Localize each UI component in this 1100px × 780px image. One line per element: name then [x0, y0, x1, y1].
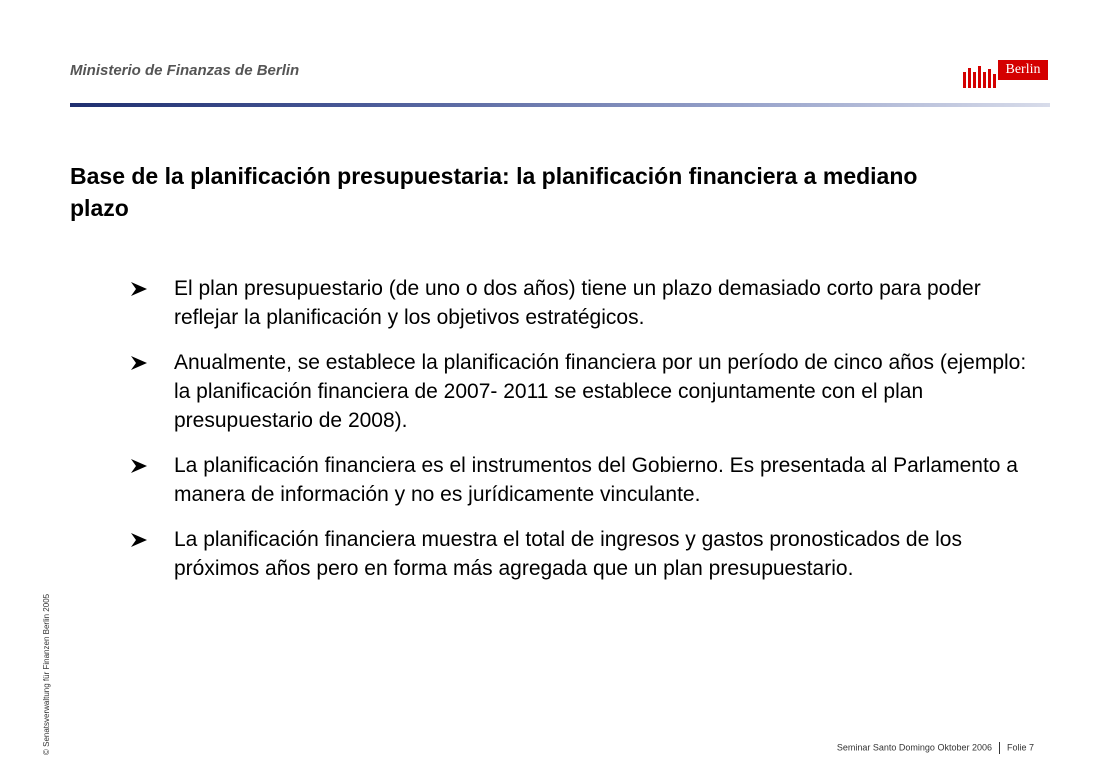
- bullet-text: El plan presupuestario (de uno o dos años) tiene un plazo demasiado corto para poder reflejar la planificación y los objetivos estratégicos.: [174, 277, 981, 329]
- arrow-bullet-icon: [130, 532, 148, 548]
- header-divider: [70, 103, 1050, 107]
- bullet-text: La planificación financiera muestra el total de ingresos y gastos pronosticados de los próximos años pero en forma más agregada que un plan presupuestario.: [174, 528, 962, 580]
- berlin-logo: [960, 58, 1050, 90]
- footer-separator: [999, 742, 1000, 754]
- copyright-note: © Senatsverwaltung für Finanzen Berlin 2005: [42, 593, 51, 755]
- ministry-title: Ministerio de Finanzas de Berlin: [70, 62, 300, 79]
- bullet-item: [130, 451, 1030, 509]
- bullet-text: La planificación financiera es el instrumentos del Gobierno. Es presentada al Parlamento a manera de información y no es jurídicamente vinculante.: [174, 454, 1018, 506]
- bullet-item: [130, 348, 1030, 435]
- logo-wordmark: Berlin: [998, 60, 1048, 80]
- berlin-bear-bars-icon: [960, 58, 998, 90]
- footer-seminar: Seminar Santo Domingo Oktober 2006: [836, 742, 992, 753]
- bullet-item: [130, 274, 1030, 332]
- arrow-bullet-icon: [130, 355, 148, 371]
- slide-footer: [837, 742, 1034, 754]
- slide-number: Folie 7: [1006, 742, 1034, 753]
- arrow-bullet-icon: [130, 458, 148, 474]
- arrow-bullet-icon: [130, 281, 148, 297]
- bullet-list: [130, 274, 1030, 599]
- slide-title: Base de la planificación presupuestaria: la planificación financiera a mediano plazo: [70, 163, 918, 221]
- bullet-item: [130, 525, 1030, 583]
- bullet-text: Anualmente, se establece la planificación financiera por un período de cinco años (ejemplo: la planificación financiera de 2007- 2011 se establece conjuntamente con el plan presupuestario de 2008).: [174, 351, 1027, 432]
